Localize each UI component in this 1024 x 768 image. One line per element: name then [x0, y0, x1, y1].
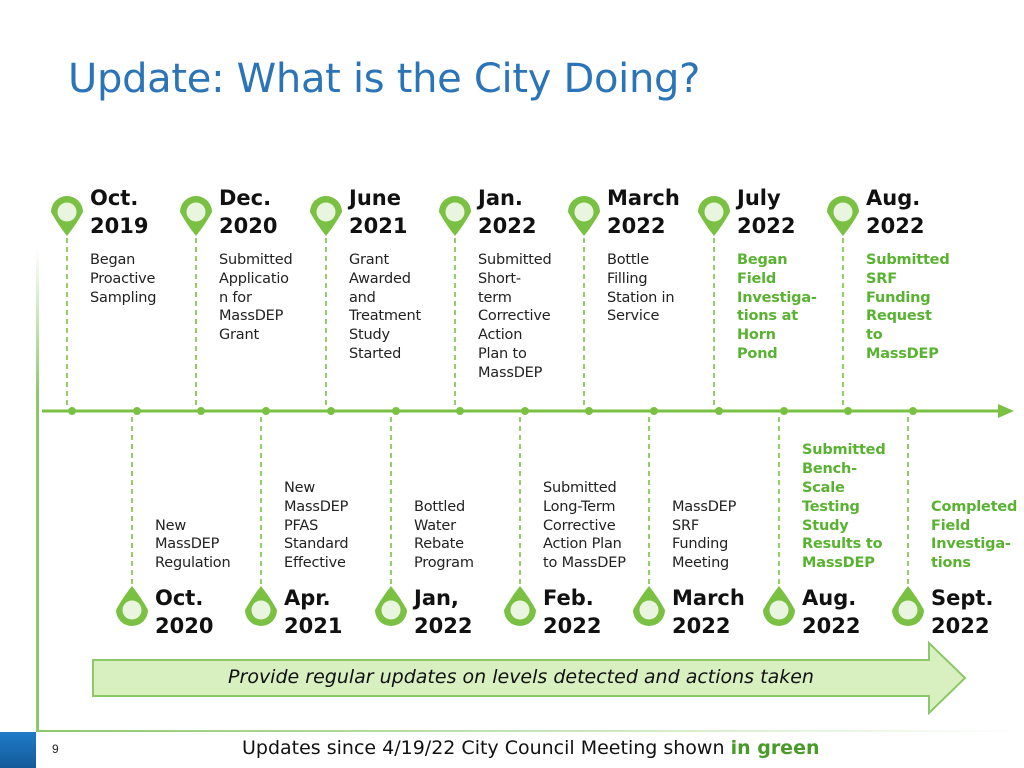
top-event-label-line: Applicatio — [219, 270, 289, 287]
top-event-label — [607, 251, 683, 326]
bottom-event-label — [284, 479, 360, 573]
top-event-date-line: June — [349, 186, 401, 210]
bottom-event-label-line: Rebate — [414, 536, 464, 553]
top-event-date-line: March — [607, 186, 680, 210]
bottom-event-date — [414, 584, 472, 640]
bottom-marker-center — [123, 601, 142, 620]
bottom-marker-center — [382, 601, 401, 620]
top-event-label-line: Submitted — [866, 252, 950, 268]
top-event-label — [866, 251, 950, 364]
bottom-event-date — [284, 584, 342, 640]
top-event-label-line: Submitted — [219, 252, 293, 268]
bottom-event-date-line: Feb. — [543, 586, 594, 610]
top-marker — [180, 196, 212, 236]
bottom-event-date — [672, 584, 745, 640]
top-event-label-line: n for — [219, 289, 252, 306]
top-marker-center — [834, 203, 853, 222]
bottom-event-label-line: Submitted — [802, 442, 886, 459]
bottom-event-label-line: Results to — [802, 536, 883, 553]
top-event-label-line: Sampling — [90, 289, 157, 306]
footer-note — [242, 737, 820, 759]
footer-note-text: Updates since 4/19/22 City Council Meeting shown — [242, 737, 725, 759]
top-event-label — [478, 251, 554, 383]
bottom-event-label-line: Testing — [802, 498, 860, 515]
top-event-date-line: 2019 — [90, 214, 149, 238]
bottom-event-date-line: 2022 — [414, 614, 473, 638]
bottom-event-label-line: Meeting — [672, 555, 730, 572]
top-event-label-line: Began — [90, 252, 136, 268]
banner-text: Provide regular updates on levels detected and actions taken — [228, 666, 814, 688]
top-event-label-line: Horn — [737, 327, 776, 344]
bottom-event-label-line: Long-Term — [543, 498, 616, 515]
bottom-event-label-line: New — [155, 517, 187, 534]
top-marker — [827, 196, 859, 236]
footer-note-highlight: in green — [730, 737, 820, 759]
axis-tick — [844, 407, 852, 415]
bottom-event-label-line: tions — [931, 555, 971, 572]
top-event-label-line: Submitted — [478, 252, 552, 268]
top-event-date — [219, 184, 277, 240]
bottom-event-label-line: Corrective — [543, 517, 616, 534]
bottom-event-label-line: Completed — [931, 498, 1018, 515]
top-event-label-line: Started — [349, 345, 402, 362]
axis-tick — [780, 407, 788, 415]
bottom-event-date-line: March — [672, 586, 745, 610]
top-event-label — [737, 251, 817, 364]
axis-tick — [327, 407, 335, 415]
top-marker-center — [187, 203, 206, 222]
top-event-label-line: and — [349, 289, 376, 306]
top-marker-center — [446, 203, 465, 222]
top-event-date-line: 2022 — [866, 214, 925, 238]
top-event-date-line: July — [737, 186, 781, 210]
bottom-event-date-line: Sept. — [931, 586, 994, 610]
bottom-event-label-line: MassDEP — [672, 498, 737, 515]
bottom-event-label — [543, 479, 626, 573]
top-event-label-line: Investiga- — [737, 289, 817, 306]
top-event-label-line: SRF — [866, 270, 897, 287]
bottom-event-date-line: Aug. — [802, 586, 857, 610]
top-event-label-line: Awarded — [349, 270, 411, 287]
bottom-event-label — [672, 498, 748, 573]
top-marker-center — [575, 203, 594, 222]
footer-rule — [36, 730, 1024, 732]
bottom-event-label-line: to MassDEP — [543, 555, 626, 572]
top-event-date — [478, 184, 536, 240]
axis-tick — [456, 407, 464, 415]
top-event-date-line: 2020 — [219, 214, 278, 238]
axis-tick — [262, 407, 270, 415]
top-event-date-line: Dec. — [219, 186, 272, 210]
top-marker — [698, 196, 730, 236]
bottom-marker — [763, 586, 795, 626]
top-event-date-line: Oct. — [90, 186, 139, 210]
axis-tick — [392, 407, 400, 415]
top-marker-center — [705, 203, 724, 222]
bottom-event-label-line: Effective — [284, 555, 346, 572]
top-event-label-line: Plan to — [478, 345, 527, 362]
top-event-label-line: Study — [349, 327, 390, 344]
bottom-marker-center — [899, 601, 918, 620]
axis-tick — [715, 407, 723, 415]
corner-accent — [0, 732, 36, 768]
top-event-date-line: Jan. — [478, 186, 523, 210]
axis-tick — [133, 407, 141, 415]
top-event-date-line: 2022 — [478, 214, 537, 238]
top-event-label-line: term — [478, 289, 512, 306]
bottom-event-label — [414, 498, 490, 573]
bottom-event-label — [931, 498, 1018, 573]
bottom-event-date-line: Jan, — [414, 586, 459, 610]
top-event-date — [349, 184, 407, 240]
top-event-label-line: Service — [607, 308, 660, 325]
top-event-label-line: Treatment — [349, 308, 421, 325]
bottom-event-date — [802, 584, 860, 640]
bottom-event-date-line: 2022 — [672, 614, 731, 638]
top-event-label-line: MassDEP — [219, 308, 284, 325]
top-event-label-line: MassDEP — [866, 345, 939, 362]
top-event-label-line: Short- — [478, 270, 521, 287]
top-event-label — [90, 251, 166, 307]
top-event-label-line: Field — [737, 270, 777, 287]
top-marker — [51, 196, 83, 236]
bottom-event-date-line: 2022 — [931, 614, 990, 638]
bottom-event-date-line: Apr. — [284, 586, 331, 610]
top-marker — [568, 196, 600, 236]
axis-tick — [585, 407, 593, 415]
top-marker-center — [317, 203, 336, 222]
bottom-event-label-line: SRF — [672, 517, 700, 534]
top-event-label-line: tions at — [737, 308, 798, 325]
bottom-event-label-line: Study — [802, 517, 849, 534]
bottom-marker-center — [511, 601, 530, 620]
top-event-label-line: Grant — [349, 252, 389, 268]
bottom-marker-center — [252, 601, 271, 620]
top-event-date-line: 2022 — [607, 214, 666, 238]
bottom-event-label-line: MassDEP — [284, 498, 349, 515]
top-event-date — [866, 184, 924, 240]
top-event-label-line: Request — [866, 308, 932, 325]
bottom-event-label-line: New — [284, 480, 316, 496]
bottom-event-label-line: Funding — [672, 536, 729, 553]
bottom-event-label-line: Scale — [802, 479, 845, 496]
left-accent-rule — [36, 250, 39, 732]
axis-tick — [68, 407, 76, 415]
bottom-marker-center — [770, 601, 789, 620]
top-marker-center — [58, 203, 77, 222]
page-number: 9 — [52, 742, 59, 756]
top-event-date-line: 2021 — [349, 214, 408, 238]
top-event-label-line: Filling — [607, 270, 648, 287]
axis-tick — [197, 407, 205, 415]
top-event-label-line: Funding — [866, 289, 931, 306]
bottom-event-date-line: 2021 — [284, 614, 343, 638]
bottom-event-label-line: MassDEP — [155, 536, 220, 553]
bottom-event-label-line: Program — [414, 555, 474, 572]
bottom-event-date — [931, 584, 993, 640]
bottom-event-date-line: 2022 — [543, 614, 602, 638]
top-event-date-line: Aug. — [866, 186, 921, 210]
bottom-marker — [633, 586, 665, 626]
top-event-date — [607, 184, 680, 240]
top-event-date — [737, 184, 795, 240]
top-event-label-line: Corrective — [478, 308, 551, 325]
bottom-event-label-line: MassDEP — [802, 555, 875, 572]
top-event-label-line: Action — [478, 327, 523, 344]
bottom-event-label-line: Investiga- — [931, 536, 1011, 553]
top-event-label-line: MassDEP — [478, 364, 543, 381]
bottom-event-label-line: Bottled — [414, 498, 465, 515]
bottom-event-label-line: Action Plan — [543, 536, 622, 553]
top-event-label-line: Grant — [219, 327, 259, 344]
bottom-event-label-line: Bench- — [802, 461, 857, 478]
bottom-event-label — [155, 517, 231, 573]
top-event-label — [219, 251, 295, 345]
top-event-label-line: Pond — [737, 345, 778, 362]
top-marker — [310, 196, 342, 236]
bottom-event-date-line: 2020 — [155, 614, 214, 638]
bottom-marker — [375, 586, 407, 626]
bottom-event-label — [802, 441, 886, 573]
bottom-event-label-line: Standard — [284, 536, 349, 553]
top-event-label-line: Station in — [607, 289, 675, 306]
bottom-marker — [116, 586, 148, 626]
slide-title: Update: What is the City Doing? — [68, 56, 701, 102]
bottom-event-label-line: Water — [414, 517, 456, 534]
axis-tick — [521, 407, 529, 415]
bottom-event-label-line: Field — [931, 517, 971, 534]
bottom-event-label-line: PFAS — [284, 517, 319, 534]
bottom-marker — [892, 586, 924, 626]
bottom-event-date-line: Oct. — [155, 586, 204, 610]
bottom-event-date-line: 2022 — [802, 614, 861, 638]
bottom-event-label-line: Regulation — [155, 555, 231, 572]
top-marker — [439, 196, 471, 236]
top-event-label-line: Began — [737, 252, 788, 268]
axis-tick — [909, 407, 917, 415]
top-event-date-line: 2022 — [737, 214, 796, 238]
bottom-event-label-line: Submitted — [543, 480, 617, 496]
top-event-label-line: Bottle — [607, 252, 649, 268]
bottom-event-date — [155, 584, 213, 640]
bottom-marker — [504, 586, 536, 626]
top-event-label — [349, 251, 425, 364]
bottom-event-date — [543, 584, 601, 640]
top-event-date — [90, 184, 148, 240]
top-event-label-line: Proactive — [90, 270, 156, 287]
top-event-label-line: to — [866, 327, 883, 344]
bottom-marker — [245, 586, 277, 626]
timeline-arrowhead — [998, 404, 1014, 418]
axis-tick — [650, 407, 658, 415]
bottom-marker-center — [640, 601, 659, 620]
